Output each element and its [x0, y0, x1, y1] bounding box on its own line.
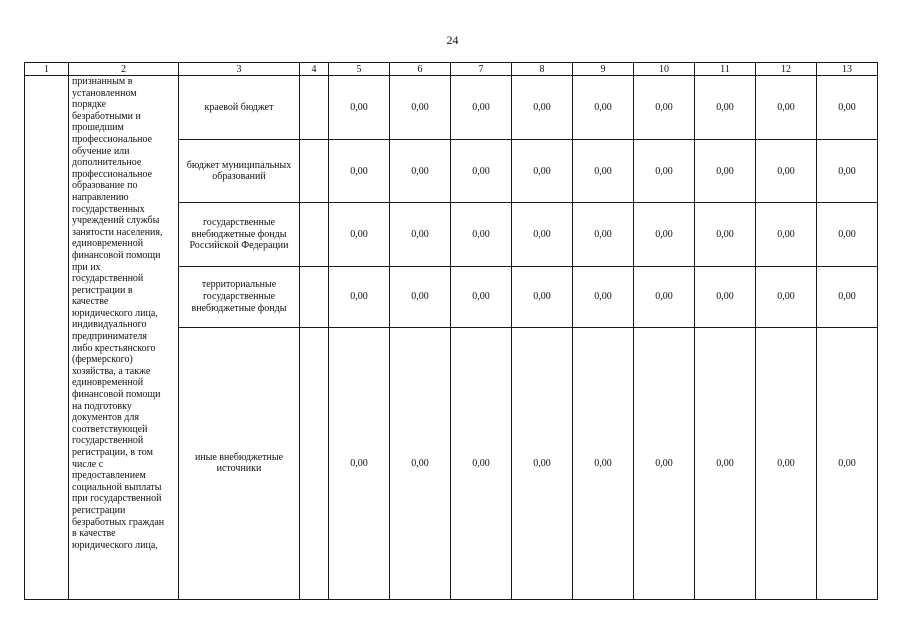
value-cell: 0,00 [634, 203, 695, 266]
value-cell: 0,00 [756, 203, 817, 266]
value-cell: 0,00 [390, 76, 451, 140]
column-header: 6 [390, 63, 451, 76]
value-cell: 0,00 [573, 140, 634, 203]
column-header: 13 [817, 63, 878, 76]
funding-source-cell: государственные внебюджетные фонды Российской Федерации [179, 203, 300, 266]
value-cell: 0,00 [329, 76, 390, 140]
empty-cell [300, 203, 329, 266]
value-cell: 0,00 [451, 203, 512, 266]
value-cell: 0,00 [390, 266, 451, 327]
row-number-cell [25, 76, 69, 600]
value-cell: 0,00 [634, 266, 695, 327]
value-cell: 0,00 [329, 203, 390, 266]
value-cell: 0,00 [451, 76, 512, 140]
empty-cell [300, 266, 329, 327]
column-header: 5 [329, 63, 390, 76]
value-cell: 0,00 [817, 327, 878, 599]
value-cell: 0,00 [634, 76, 695, 140]
funding-source-cell: территориальные государственные внебюджетные фонды [179, 266, 300, 327]
table-row [25, 76, 878, 140]
value-cell: 0,00 [573, 327, 634, 599]
value-cell: 0,00 [390, 140, 451, 203]
value-cell: 0,00 [329, 266, 390, 327]
column-header: 7 [451, 63, 512, 76]
value-cell: 0,00 [756, 266, 817, 327]
value-cell: 0,00 [451, 327, 512, 599]
value-cell: 0,00 [817, 76, 878, 140]
column-header: 3 [179, 63, 300, 76]
funding-source-cell: иные внебюджетные источники [179, 327, 300, 599]
value-cell: 0,00 [817, 266, 878, 327]
value-cell: 0,00 [756, 140, 817, 203]
value-cell: 0,00 [512, 327, 573, 599]
funding-source-cell: краевой бюджет [179, 76, 300, 140]
column-header: 11 [695, 63, 756, 76]
page-number: 24 [446, 33, 459, 47]
value-cell: 0,00 [695, 266, 756, 327]
column-header: 10 [634, 63, 695, 76]
value-cell: 0,00 [329, 140, 390, 203]
value-cell: 0,00 [817, 203, 878, 266]
column-header: 4 [300, 63, 329, 76]
value-cell: 0,00 [512, 140, 573, 203]
value-cell: 0,00 [329, 327, 390, 599]
value-cell: 0,00 [756, 327, 817, 599]
value-cell: 0,00 [573, 76, 634, 140]
column-header: 12 [756, 63, 817, 76]
funding-source-cell: бюджет муниципальных образований [179, 140, 300, 203]
value-cell: 0,00 [756, 76, 817, 140]
header-row [25, 63, 878, 76]
description-cell [69, 76, 179, 600]
empty-cell [300, 76, 329, 140]
value-cell: 0,00 [695, 327, 756, 599]
value-cell: 0,00 [451, 140, 512, 203]
value-cell: 0,00 [695, 76, 756, 140]
description-text: признанным в установленном порядке безработными и прошедшим профессиональное обучение или дополнительное профессиональное образование по направлению государственных учреждений службы занятости населения, единовременной финансовой помощи при их государственной регистрации в качестве юридического лица, индивидуального предпринимателя либо крестьянского (фермерского) хозяйства, а также единовременной финансовой помощи на подготовку документов для соответствующей государственной регистрации, в том числе с предоставлением социальной выплаты при государственной регистрации безработных граждан в качестве юридического лица, [72, 76, 165, 551]
value-cell: 0,00 [390, 203, 451, 266]
value-cell: 0,00 [817, 140, 878, 203]
column-header: 2 [69, 63, 179, 76]
value-cell: 0,00 [573, 203, 634, 266]
value-cell: 0,00 [573, 266, 634, 327]
value-cell: 0,00 [451, 266, 512, 327]
column-header: 8 [512, 63, 573, 76]
column-header: 1 [25, 63, 69, 76]
value-cell: 0,00 [695, 203, 756, 266]
budget-table [24, 62, 878, 600]
value-cell: 0,00 [695, 140, 756, 203]
value-cell: 0,00 [634, 140, 695, 203]
column-header: 9 [573, 63, 634, 76]
empty-cell [300, 327, 329, 599]
value-cell: 0,00 [634, 327, 695, 599]
value-cell: 0,00 [512, 266, 573, 327]
value-cell: 0,00 [390, 327, 451, 599]
value-cell: 0,00 [512, 76, 573, 140]
value-cell: 0,00 [512, 203, 573, 266]
empty-cell [300, 140, 329, 203]
